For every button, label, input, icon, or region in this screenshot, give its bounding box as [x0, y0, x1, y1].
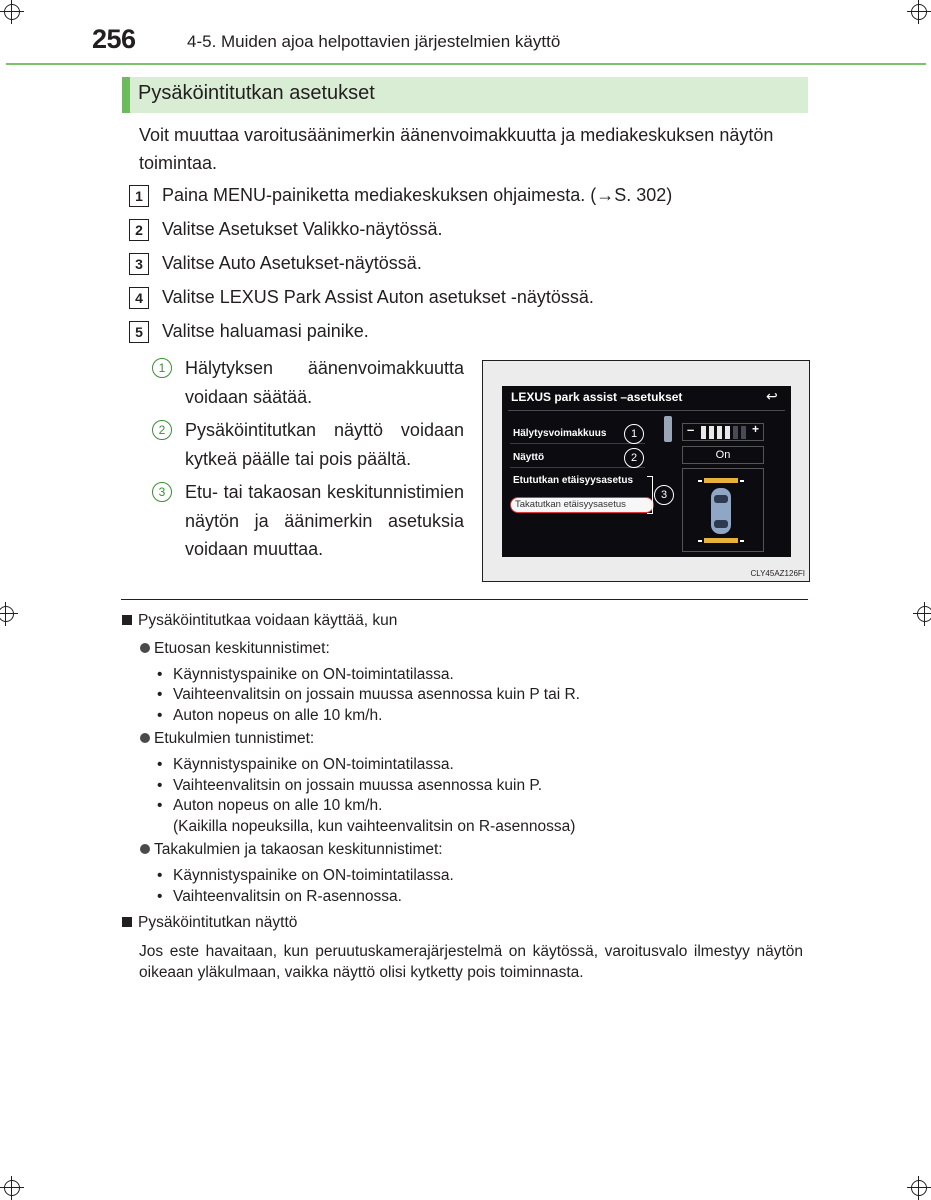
marker-1-circle: 1	[624, 424, 644, 444]
page-number: 256	[92, 24, 136, 54]
section-divider	[121, 599, 808, 600]
crop-mark-top-right	[907, 0, 931, 24]
round-bullet-icon	[140, 643, 150, 653]
list-item-text: Vaihteenvalitsin on jossain muussa asennossa kuin P.	[173, 777, 543, 794]
list-item: • Auton nopeus on alle 10 km/h.	[157, 797, 383, 814]
step-number-box: 3	[129, 253, 149, 275]
crop-mark-bottom-left	[0, 1176, 24, 1200]
step-number-box: 5	[129, 321, 149, 343]
step-text: Valitse haluamasi painike.	[162, 321, 369, 341]
notes-heading-2-text: Pysäköintitutkan näyttö	[138, 914, 298, 931]
list-item-text: Käynnistyspainike on ON-toimintatilassa.	[173, 666, 454, 683]
group-title	[140, 730, 314, 748]
crop-mark-bottom-right	[907, 1176, 931, 1200]
header-divider	[6, 63, 926, 65]
screen-title: LEXUS park assist –asetukset	[511, 390, 683, 404]
list-item: • Vaihteenvalitsin on jossain muussa asennossa kuin P tai R.	[157, 686, 580, 703]
section-accent	[122, 77, 130, 113]
car-rear-window	[714, 520, 728, 528]
callout-2	[152, 416, 464, 473]
volume-level-bar	[701, 426, 706, 439]
figure-code: CLY45AZ126FI	[750, 569, 805, 578]
list-item: • Käynnistyspainike on ON-toimintatilassa.	[157, 867, 454, 884]
list-item: • Käynnistyspainike on ON-toimintatilassa.	[157, 666, 454, 683]
car-windshield	[714, 495, 728, 503]
notes-heading-2	[122, 914, 297, 932]
scroll-indicator	[664, 416, 672, 442]
group-title	[140, 841, 443, 859]
rear-sensor-bar	[704, 538, 738, 543]
option-display: Näyttö	[513, 452, 545, 463]
list-item-text: Käynnistyspainike on ON-toimintatilassa.	[173, 756, 454, 773]
volume-level-bar	[709, 426, 714, 439]
intro-paragraph: Voit muuttaa varoitusäänimerkin äänenvoimakkuutta ja mediakeskuksen näytön toimintaa.	[139, 125, 774, 173]
volume-level-bar	[725, 426, 730, 439]
list-item: • Vaihteenvalitsin on jossain muussa asennossa kuin P.	[157, 777, 543, 794]
chapter-title: 4-5. Muiden ajoa helpottavien järjestelmien käyttö	[187, 32, 561, 51]
option-front-distance: Etututkan etäisyysasetus	[513, 475, 634, 486]
volume-level-bar	[733, 426, 738, 439]
group-title	[140, 640, 330, 658]
list-item: • Vaihteenvalitsin on R-asennossa.	[157, 888, 402, 905]
list-item-text: Vaihteenvalitsin on R-asennossa.	[173, 888, 402, 905]
crop-mark-top-left	[0, 0, 24, 24]
list-item-continuation: (Kaikilla nopeuksilla, kun vaihteenvalitsin on R-asennossa)	[173, 818, 576, 835]
display-value: On	[682, 446, 764, 464]
step-number-box: 4	[129, 287, 149, 309]
callout-text: Hälytyksen äänenvoimakkuutta voidaan säätää.	[185, 358, 464, 407]
step-number-box: 1	[129, 185, 149, 207]
marker-3-circle: 3	[654, 485, 674, 505]
notes-heading-1-text: Pysäköintitutkaa voidaan käyttää, kun	[138, 612, 398, 629]
crop-mark-left	[0, 602, 18, 626]
back-icon: ↩	[766, 388, 778, 404]
screen-title-divider	[508, 410, 785, 411]
step-text: Paina MENU-painiketta mediakeskuksen ohjaimesta. (→S. 302)	[162, 185, 673, 205]
option-rear-distance-selected: Takatutkan etäisyysasetus	[510, 497, 654, 513]
callout-3	[152, 478, 464, 564]
settings-screen-figure	[482, 360, 810, 582]
volume-level-bar	[717, 426, 722, 439]
callout-number-circle: 1	[152, 358, 172, 378]
step-text: Valitse Auto Asetukset-näytössä.	[162, 253, 422, 273]
sensor-tick	[740, 480, 744, 482]
group-title-text: Takakulmien ja takaosan keskitunnistimet:	[154, 841, 443, 858]
volume-plus: +	[752, 422, 760, 436]
list-item: • Auton nopeus on alle 10 km/h.	[157, 707, 383, 724]
car-icon	[711, 488, 731, 534]
sensor-tick	[698, 540, 702, 542]
group-title-text: Etukulmien tunnistimet:	[154, 730, 315, 747]
display-note-paragraph: Jos este havaitaan, kun peruutuskamerajärjestelmä on käytössä, varoitusvalo ilmestyy näytön oikeaan yläkulmaan, vaikka näyttö olisi kytketty pois toiminnasta.	[139, 943, 803, 981]
round-bullet-icon	[140, 733, 150, 743]
list-item-text: Vaihteenvalitsin on jossain muussa asennossa kuin P tai R.	[173, 686, 580, 703]
park-assist-screen	[502, 386, 791, 557]
callout-text: Etu- tai takaosan keskitunnistimien näytön ja äänimerkin asetuksia voidaan muuttaa.	[185, 482, 464, 559]
sensor-tick	[740, 540, 744, 542]
marker-2-circle: 2	[624, 448, 644, 468]
callout-text: Pysäköintitutkan näyttö voidaan kytkeä päälle tai pois päältä.	[185, 420, 464, 469]
crop-mark-right	[913, 602, 931, 626]
round-bullet-icon	[140, 844, 150, 854]
group-title-text: Etuosan keskitunnistimet:	[154, 640, 330, 657]
option-separator	[510, 467, 645, 468]
volume-minus: –	[687, 422, 695, 437]
marker-3-bracket	[647, 476, 653, 514]
section-title: Pysäköintitutkan asetukset	[138, 82, 375, 104]
list-item-text: Käynnistyspainike on ON-toimintatilassa.	[173, 867, 454, 884]
list-item-text: Auton nopeus on alle 10 km/h.	[173, 707, 383, 724]
callout-1	[152, 354, 464, 411]
step-number-box: 2	[129, 219, 149, 241]
option-alert-volume: Hälytysvoimakkuus	[513, 428, 607, 439]
square-bullet-icon	[122, 615, 132, 625]
list-item-text: Auton nopeus on alle 10 km/h.	[173, 797, 383, 814]
callout-number-circle: 2	[152, 420, 172, 440]
option-separator	[510, 443, 645, 444]
square-bullet-icon	[122, 917, 132, 927]
step-text: Valitse LEXUS Park Assist Auton asetukset -näytössä.	[162, 287, 594, 307]
callout-number-circle: 3	[152, 482, 172, 502]
sensor-tick	[698, 480, 702, 482]
list-item: • Käynnistyspainike on ON-toimintatilassa.	[157, 756, 454, 773]
notes-heading-1	[122, 612, 397, 630]
front-sensor-bar	[704, 478, 738, 483]
section-title-bar	[122, 77, 808, 113]
volume-level-bar	[741, 426, 746, 439]
step-text: Valitse Asetukset Valikko-näytössä.	[162, 219, 443, 239]
